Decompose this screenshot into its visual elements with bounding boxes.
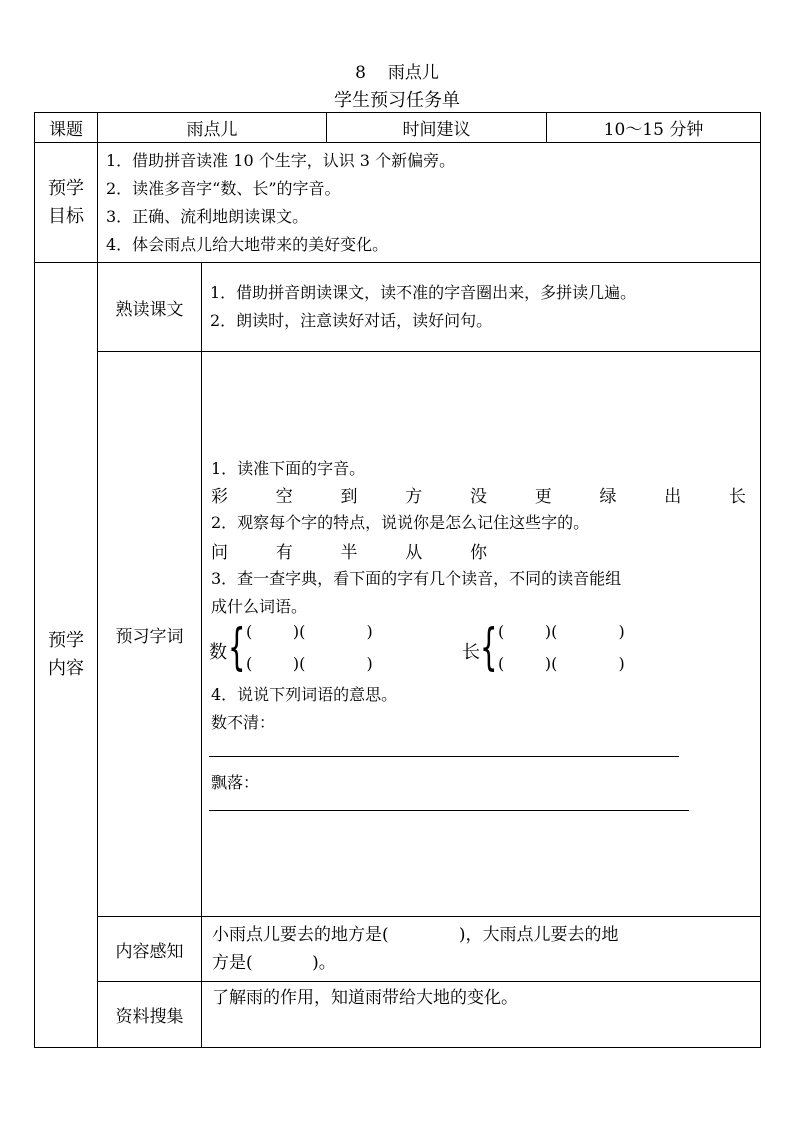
- question-4: 4．说说下列词语的意思。: [211, 685, 398, 704]
- char: 有: [275, 543, 293, 563]
- char: 你: [470, 543, 487, 563]
- word-piaoluo: 飘落：: [211, 773, 260, 792]
- answer-line[interactable]: [209, 810, 689, 811]
- comprehension-line1: 小雨点儿要去的地方是( )，大雨点儿要去的地: [212, 925, 619, 945]
- polyphone-chang: 长: [462, 642, 480, 663]
- content-label-line1: 预学: [48, 630, 84, 651]
- preview-row: [35, 352, 761, 917]
- brace-icon: {: [480, 618, 498, 676]
- research-text: 了解雨的作用，知道雨带给大地的变化。: [202, 982, 761, 1048]
- reading-item: 2．朗读时，注意读好对话，读好问句。: [210, 311, 493, 330]
- lesson-heading: [0, 58, 794, 83]
- char: 出: [664, 487, 682, 507]
- char: 半: [340, 543, 358, 563]
- comprehension-label: 内容感知: [98, 917, 202, 982]
- question-2: 2．观察每个字的特点，说说你是怎么记住这些字的。: [211, 513, 590, 532]
- topic-value: 雨点儿: [98, 113, 327, 143]
- chars-row-1: [211, 482, 746, 507]
- content-label: [35, 263, 98, 1048]
- blank-pair: ( )( ): [498, 654, 625, 673]
- question-1: 1．读准下面的字音。: [211, 459, 366, 478]
- brace-icon: {: [228, 618, 246, 676]
- word-shubuqing: 数不清：: [211, 713, 276, 732]
- goal-item: 4．体会雨点儿给大地带来的美好变化。: [106, 235, 389, 254]
- char: 空: [275, 487, 293, 507]
- char: 彩: [211, 487, 228, 507]
- char: 方: [405, 487, 423, 507]
- goal-item: 3．正确、流利地朗读课文。: [106, 207, 309, 226]
- lesson-number: 8: [355, 63, 366, 83]
- char: 更: [534, 487, 552, 507]
- char: 到: [340, 487, 358, 507]
- reading-label: 熟读课文: [98, 263, 202, 352]
- research-row: [35, 982, 761, 1048]
- chars-row-2: [211, 538, 487, 563]
- lesson-title: 雨点儿: [387, 63, 439, 83]
- preview-label: 预习字词: [98, 352, 202, 917]
- question-3-line1: 3．查一查字典，看下面的字有几个读音，不同的读音能组: [211, 569, 622, 588]
- content-label-line2: 内容: [48, 658, 84, 679]
- comprehension-line2: 方是( )。: [212, 953, 336, 973]
- question-3-line2: 成什么词语。: [211, 597, 308, 616]
- goals-row: [35, 143, 761, 263]
- answer-line[interactable]: [209, 756, 679, 757]
- time-label: 时间建议: [327, 113, 547, 143]
- blank-pair: ( )( ): [246, 622, 373, 641]
- reading-item: 1．借助拼音朗读课文，读不准的字音圈出来，多拼读几遍。: [210, 283, 637, 302]
- goals-label-line2: 目标: [48, 205, 84, 227]
- goals-label: [35, 143, 98, 263]
- goal-item: 1．借助拼音读准 10 个生字，认识 3 个新偏旁。: [106, 151, 456, 170]
- goals-list: [98, 143, 761, 263]
- comprehension-text: [202, 917, 761, 982]
- char: 没: [470, 487, 487, 507]
- reading-list: [202, 263, 761, 352]
- topic-row: [35, 113, 761, 143]
- goals-label-line1: 预学: [48, 177, 84, 199]
- polyphone-shu: 数: [209, 642, 227, 663]
- char: 问: [211, 543, 228, 563]
- blank-pair: ( )( ): [246, 654, 373, 673]
- char: 从: [405, 543, 423, 563]
- time-value: 10～15 分钟: [547, 113, 761, 143]
- blank-pair: ( )( ): [498, 622, 625, 641]
- char: 绿: [599, 487, 617, 507]
- char: 长: [729, 487, 746, 507]
- comprehension-row: [35, 917, 761, 982]
- preview-task-table: [34, 112, 761, 1048]
- sheet-title: 学生预习任务单: [334, 90, 460, 111]
- goal-item: 2．读准多音字“数、长”的字音。: [106, 179, 341, 198]
- preview-content: [202, 352, 761, 917]
- research-label: 资料搜集: [98, 982, 202, 1048]
- topic-label: 课题: [35, 113, 98, 143]
- reading-row: [35, 263, 761, 352]
